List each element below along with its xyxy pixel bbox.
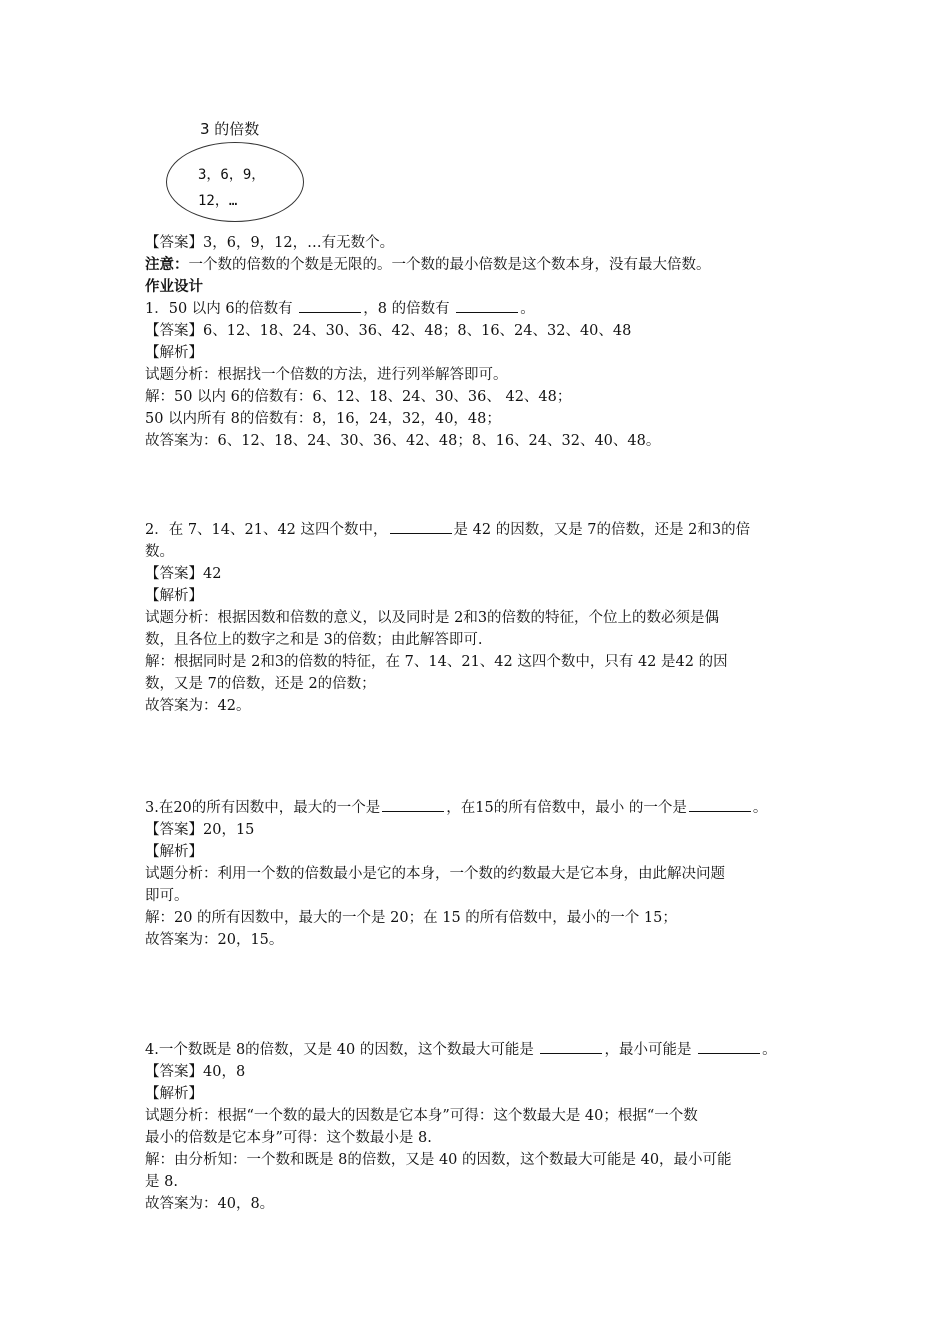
answer-blank[interactable] <box>299 298 361 313</box>
analysis-line: 试题分析：利用一个数的倍数最小是它的本身，一个数的约数最大是它本身，由此解决问题 <box>145 866 725 882</box>
intro-answer: 【答案】3，6，9，12，…有无数个。 <box>145 235 395 251</box>
analysis-label-4: 【解析】 <box>145 1086 203 1102</box>
question-text: 。 <box>752 800 768 816</box>
analysis-line: 试题分析：根据“一个数的最大的因数是它本身”可得：这个数最大是 40；根据“一个数 <box>145 1108 698 1124</box>
analysis-line: 故答案为：6、12、18、24、30、36、42、48；8、16、24、32、40、48。 <box>145 433 661 449</box>
analysis-line: 解：根据同时是 2和3的倍数的特征，在 7、14、21、42 这四个数中，只有 42 是42 的因 <box>145 654 728 670</box>
answer-4: 【答案】40，8 <box>145 1064 246 1080</box>
question-text: ，在15的所有倍数中，最小 的一个是 <box>446 800 687 816</box>
answer-blank[interactable] <box>698 1039 760 1054</box>
answer-3: 【答案】20，15 <box>145 822 255 838</box>
question-text: 3.在20的所有因数中，最大的一个是 <box>145 800 381 816</box>
question-text: 。 <box>762 1042 777 1058</box>
answer-2: 【答案】42 <box>145 566 222 582</box>
document-content <box>145 232 825 1215</box>
analysis-label-2: 【解析】 <box>145 588 203 604</box>
analysis-line: 故答案为：20，15。 <box>145 932 284 948</box>
answer-blank[interactable] <box>540 1039 602 1054</box>
analysis-line: 解：50 以内 6的倍数有：6、12、18、24、30、36、 42、48； <box>145 389 572 405</box>
question-text: ，8 的倍数有 <box>363 301 450 317</box>
question-text: 是 42 的因数，又是 7的倍数，还是 2和3的倍 <box>453 522 751 538</box>
analysis-line: 最小的倍数是它本身”可得：这个数最小是 8. <box>145 1130 432 1146</box>
analysis-label-3: 【解析】 <box>145 844 203 860</box>
note-text: 一个数的倍数的个数是无限的。一个数的最小倍数是这个数本身，没有最大倍数。 <box>188 257 711 273</box>
question-text: 2．在 7、14、21、42 这四个数中， <box>145 522 388 538</box>
question-text: 。 <box>520 301 535 317</box>
question-text: ，最小可能是 <box>604 1042 692 1058</box>
section-title: 作业设计 <box>145 278 203 295</box>
question-text: 4.一个数既是 8的倍数，又是 40 的因数，这个数最大可能是 <box>145 1042 534 1058</box>
answer-blank[interactable] <box>390 519 452 534</box>
answer-1: 【答案】6、12、18、24、30、36、42、48；8、16、24、32、40、48 <box>145 323 632 339</box>
analysis-line: 是 8. <box>145 1174 178 1190</box>
figure-title: 3 的倍数 <box>200 120 260 138</box>
analysis-line: 故答案为：40，8。 <box>145 1196 275 1212</box>
question-2 <box>145 519 825 541</box>
question-2-cont: 数。 <box>145 544 174 560</box>
analysis-line: 故答案为：42。 <box>145 698 251 714</box>
figure-values-line2: 12，… <box>198 193 238 209</box>
answer-blank[interactable] <box>382 797 444 812</box>
analysis-line: 试题分析：根据因数和倍数的意义，以及同时是 2和3的倍数的特征，个位上的数必须是偶 <box>145 610 720 626</box>
question-4 <box>145 1039 825 1061</box>
question-3 <box>145 797 825 819</box>
question-text: 1．50 以内 6的倍数有 <box>145 301 293 317</box>
analysis-line: 试题分析：根据找一个倍数的方法，进行列举解答即可。 <box>145 367 508 383</box>
analysis-line: 解：20 的所有因数中，最大的一个是 20；在 15 的所有倍数中，最小的一个 15； <box>145 910 677 926</box>
analysis-line: 数，且各位上的数字之和是 3的倍数；由此解答即可. <box>145 632 483 648</box>
analysis-line: 数，又是 7的倍数，还是 2的倍数； <box>145 676 376 692</box>
answer-blank[interactable] <box>456 298 518 313</box>
figure-values-line1: 3，6，9， <box>198 167 266 183</box>
analysis-line: 50 以内所有 8的倍数有：8，16，24，32，40，48； <box>145 411 501 427</box>
analysis-label-1: 【解析】 <box>145 345 203 361</box>
analysis-line: 即可。 <box>145 888 189 904</box>
intro-note <box>145 254 825 276</box>
question-1 <box>145 298 825 320</box>
answer-blank[interactable] <box>689 797 751 812</box>
multiples-of-3-figure <box>164 112 309 227</box>
analysis-line: 解：由分析知：一个数和既是 8的倍数，又是 40 的因数，这个数最大可能是 40，最小可能 <box>145 1152 732 1168</box>
note-label: 注意： <box>145 256 189 273</box>
